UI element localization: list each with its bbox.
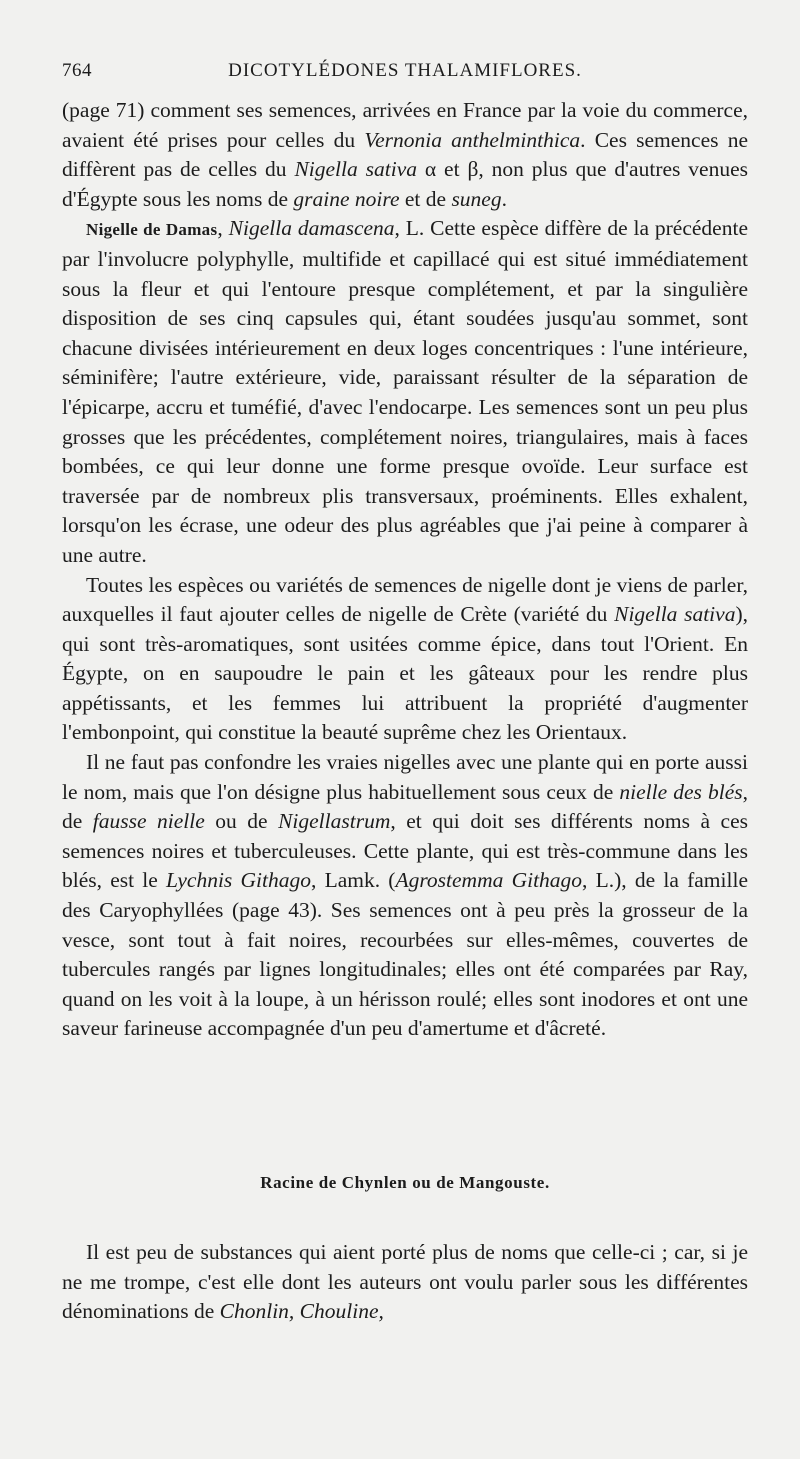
text-run: ), qui sont très-aromatiques, sont usitées comme épice, dans tout l'Orient. En Égypte, on en saupoudre le pain et les gâteaux pour les rendre plus appétissants, et les femmes lui attribuent la propriété d'augmenter l'embonpoint, qui constitue la beauté suprême chez les Orientaux.: [62, 602, 748, 745]
entry-title: Nigelle de Damas: [86, 220, 218, 240]
text-run: Toutes les espèces ou variétés de semences de nigelle dont je viens de parler, auxquelles il faut ajouter celles de nigelle de Crète (variété du: [62, 572, 748, 627]
text-run: et de: [399, 186, 452, 211]
paragraph-3: [62, 571, 748, 749]
italic-run: Nigella damascena: [228, 216, 395, 241]
running-title: DICOTYLÉDONES THALAMIFLORES.: [228, 60, 582, 81]
text-run: Il ne faut pas confondre les vraies nigelles avec une plante qui en porte aussi le nom, mais que l'on désigne plus habituellement sous ceux de: [62, 750, 748, 804]
text-run: , Lamk. (: [310, 868, 396, 893]
italic-run: Nigellastrum: [278, 809, 391, 834]
page-header: [62, 60, 748, 90]
paragraph-5: [62, 1238, 748, 1327]
text-run: ,: [217, 216, 229, 241]
italic-run: Agrostemma Githago: [395, 868, 583, 893]
text-run: , L.), de la famille des Caryophyllées (page 43). Ses semences ont à peu près la grosseur de la vesce, sont tout à fait noires, recourbées sur elles-mêmes, couvertes de tubercules rangés par lignes longitudinales; elles ont été comparées par Ray, quand on les voit à la loupe, à un hérisson roulé; elles sont inodores et ont une saveur farineuse accompagnée d'un peu d'amertume et d'âcreté.: [62, 868, 748, 1041]
italic-run: Lychnis Githago: [166, 868, 311, 893]
italic-run: Nigella sativa: [294, 157, 417, 182]
text-run: (page 71) comment ses semences, arrivées en France par la voie du commerce, avaient été prises pour celles du: [62, 98, 748, 152]
text-run: , et qui doit ses différents noms à ces semences noires et tuberculeuses. Cette plante, qui est très-commune dans les blés, est le: [62, 809, 748, 893]
italic-run: nielle des blés: [619, 779, 743, 804]
paragraph-1: [62, 96, 748, 214]
page-number: 764: [62, 60, 92, 81]
main-text: [62, 96, 748, 1044]
italic-run: fausse nielle: [92, 809, 205, 834]
paragraph-2: [62, 214, 748, 570]
italic-run: Vernonia anthelminthica: [364, 127, 581, 152]
text-run: ou de: [204, 809, 279, 834]
italic-run: Nigella sativa: [614, 602, 736, 627]
italic-run: Chonlin, Chouline,: [219, 1299, 384, 1324]
italic-run: graine noire: [293, 186, 400, 211]
paragraph-4: [62, 748, 748, 1044]
text-run: Il est peu de substances qui aient porté plus de noms que celle-ci ; car, si je ne me trompe, c'est elle dont les auteurs ont voulu parler sous les différentes dénominations de: [62, 1240, 748, 1324]
text-run: .: [501, 186, 507, 211]
section-heading: Racine de Chynlen ou de Mangouste.: [260, 1173, 550, 1192]
text-run: . Ces semences ne diffèrent pas de celles du: [62, 127, 748, 182]
text-run: , L. Cette espèce diffère de la précédente par l'involucre polyphylle, multifide et capillacé qui est situé immédiatement sous la fleur et qui l'entoure presque complétement, et par la singulière disposition de ses cinq capsules qui, étant soudées jusqu'au sommet, sont chacune divisées intérieurement en deux loges concentriques : l'une intérieure, séminifère; l'autre extérieure, vide, paraissant résulter de la séparation de l'épicarpe, accru et tuméfié, d'avec l'endocarpe. Les semences sont un peu plus grosses que les précédentes, complétement noires, triangulaires, mais à faces bombées, ce qui leur donne une forme presque ovoïde. Leur surface est traversée par de nombreux plis transversaux, proéminents. Elles exhalent, lorsqu'on les écrase, une odeur des plus agréables que j'ai peine à comparer à une autre.: [62, 216, 748, 567]
section-text: [62, 1238, 748, 1327]
text-run: , de: [62, 779, 748, 834]
italic-run: suneg: [451, 186, 502, 211]
text-run: α et β, non plus que d'autres venues d'Égypte sous les noms de: [62, 157, 748, 211]
